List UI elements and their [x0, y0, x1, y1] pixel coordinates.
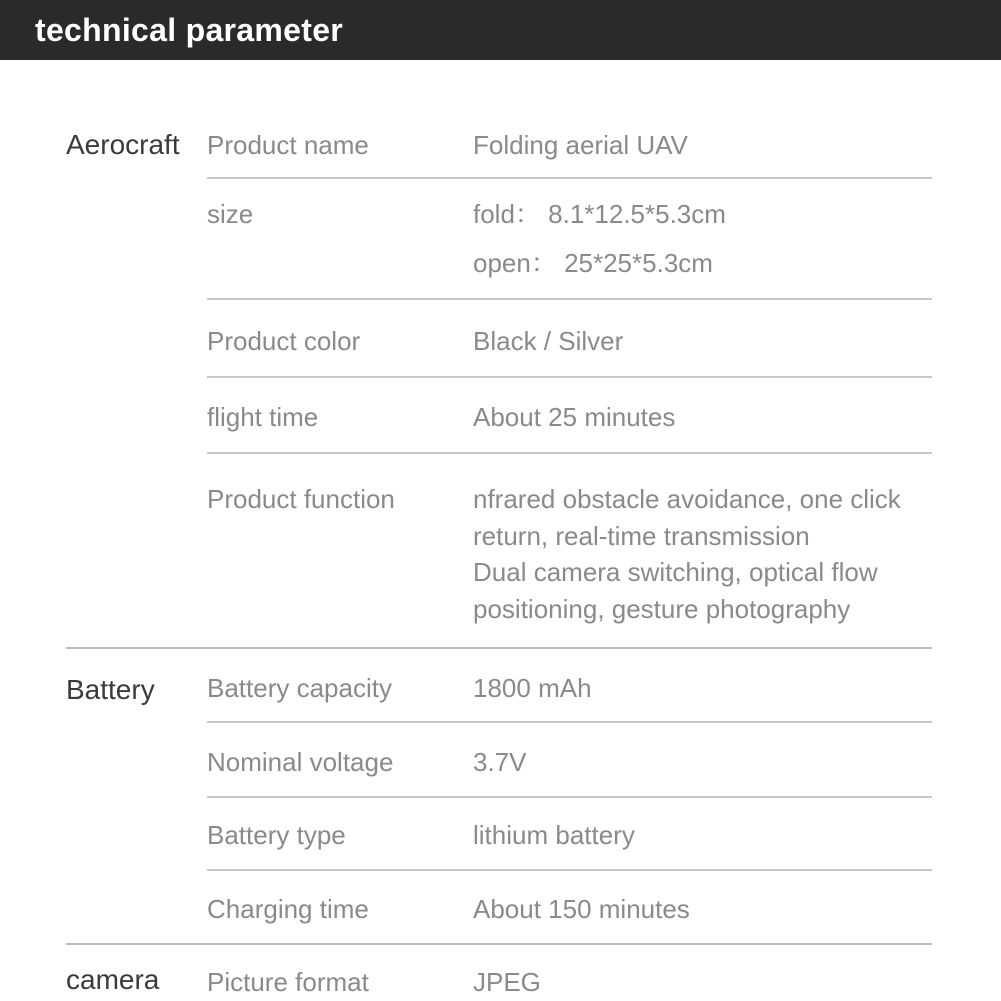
- row-label-size: size: [207, 199, 254, 229]
- function-line: positioning, gesture photography: [473, 593, 851, 624]
- row-value-battery-capacity: 1800 mAh: [473, 673, 592, 703]
- row-divider: [207, 721, 932, 723]
- row-value-battery-type: lithium battery: [473, 820, 635, 850]
- size-fold-line: fold： 8.1*12.5*5.3cm: [473, 199, 726, 229]
- row-label-picture-format: Picture format: [207, 967, 369, 997]
- row-divider: [207, 796, 932, 798]
- section-divider: [66, 943, 932, 945]
- function-line: return, real-time transmission: [473, 520, 810, 551]
- row-label-flight-time: flight time: [207, 402, 319, 432]
- section-divider: [66, 647, 932, 649]
- row-value-charging-time: About 150 minutes: [473, 894, 690, 924]
- row-divider: [207, 452, 932, 454]
- row-value-product-name: Folding aerial UAV: [473, 130, 688, 160]
- row-label-product-name: Product name: [207, 130, 369, 160]
- page-title: technical parameter: [35, 12, 344, 48]
- row-divider: [207, 298, 932, 300]
- row-value-product-function: [473, 484, 901, 624]
- section-title-camera: camera: [66, 964, 160, 995]
- row-divider: [207, 869, 932, 871]
- row-divider: [207, 376, 932, 378]
- row-label-battery-capacity: Battery capacity: [207, 673, 392, 703]
- header-bar: [0, 0, 1001, 60]
- row-value-nominal-voltage: 3.7V: [473, 747, 527, 777]
- function-line: nfrared obstacle avoidance, one click: [473, 484, 901, 514]
- section-title-battery: Battery: [66, 674, 155, 705]
- row-divider: [207, 177, 932, 179]
- row-value-picture-format: JPEG: [473, 967, 541, 997]
- row-label-charging-time: Charging time: [207, 894, 369, 924]
- row-label-product-color: Product color: [207, 326, 361, 356]
- row-value-product-color: Black / Silver: [473, 326, 624, 356]
- row-value-size: [473, 199, 726, 278]
- row-label-battery-type: Battery type: [207, 820, 346, 850]
- row-label-product-function: Product function: [207, 484, 395, 514]
- size-open-line: open： 25*25*5.3cm: [473, 248, 713, 278]
- row-label-nominal-voltage: Nominal voltage: [207, 747, 394, 777]
- section-title-aerocraft: Aerocraft: [66, 129, 180, 160]
- row-value-flight-time: About 25 minutes: [473, 402, 676, 432]
- function-line: Dual camera switching, optical flow: [473, 557, 878, 587]
